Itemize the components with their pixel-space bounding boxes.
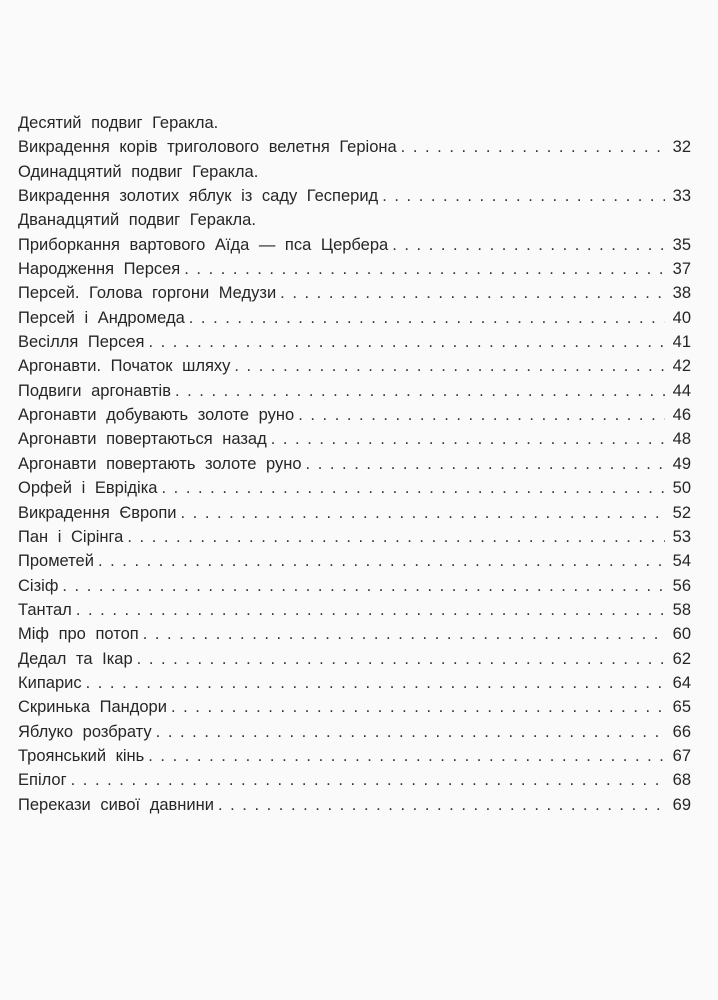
toc-entry-title: Кипарис bbox=[18, 673, 82, 692]
dot-leader bbox=[180, 504, 665, 523]
toc-entry-page-number: 40 bbox=[672, 308, 691, 327]
toc-entry-page-number: 62 bbox=[672, 649, 691, 668]
dot-leader bbox=[71, 771, 665, 790]
dot-leader bbox=[86, 674, 665, 693]
toc-entry bbox=[18, 577, 691, 601]
toc-entry bbox=[18, 382, 691, 406]
toc-entry bbox=[18, 650, 691, 674]
dot-leader bbox=[156, 723, 665, 742]
toc-entry-page-number: 49 bbox=[672, 454, 691, 473]
dot-leader bbox=[271, 430, 665, 449]
toc-entry-page-number: 42 bbox=[672, 357, 691, 376]
dot-leader bbox=[306, 455, 665, 474]
toc-entry bbox=[18, 747, 691, 771]
toc-entry bbox=[18, 479, 691, 503]
toc-entry-page-number: 56 bbox=[672, 576, 691, 595]
toc-entry bbox=[18, 723, 691, 747]
toc-entry-title: Аргонавти добувають золоте руно bbox=[18, 406, 295, 425]
toc-entry-title: Прометей bbox=[18, 552, 94, 571]
toc-entry-title: Аргонавти. Початок шляху bbox=[18, 357, 231, 376]
toc-entry-page-number: 41 bbox=[672, 333, 691, 352]
toc-entry-title: Одинадцятий подвиг Геракла. bbox=[18, 162, 259, 181]
dot-leader bbox=[218, 796, 665, 815]
toc-entry-page-number: 33 bbox=[672, 187, 691, 206]
toc-entry bbox=[18, 625, 691, 649]
toc-entry-page-number: 54 bbox=[672, 552, 691, 571]
toc-entry-page-number: 38 bbox=[672, 284, 691, 303]
toc-entry-title: Десятий подвиг Геракла. bbox=[18, 114, 219, 132]
toc-entry-page-number: 35 bbox=[672, 235, 691, 254]
toc-entry-title: Тантал bbox=[18, 600, 72, 619]
toc-entry-title: Викрадення золотих яблук із саду Гесперид bbox=[18, 187, 379, 206]
dot-leader bbox=[298, 406, 665, 425]
toc-entry bbox=[18, 260, 691, 284]
toc-entry bbox=[18, 138, 691, 162]
dot-leader bbox=[137, 650, 665, 669]
toc-entry-title: Подвиги аргонавтів bbox=[18, 381, 171, 400]
toc-entry-page-number: 44 bbox=[672, 381, 691, 400]
toc-entry-page-number: 66 bbox=[672, 722, 691, 741]
dot-leader bbox=[143, 625, 665, 644]
toc-entry-page-number: 46 bbox=[672, 406, 691, 425]
toc-entry bbox=[18, 187, 691, 211]
toc-entry-page-number: 68 bbox=[672, 771, 691, 790]
toc-entry-title: Приборкання вартового Аїда — пса Цербера bbox=[18, 235, 389, 254]
toc-entry-page-number: 64 bbox=[672, 673, 691, 692]
toc-entry-title: Дедал та Ікар bbox=[18, 649, 133, 668]
toc-entry-page-number: 65 bbox=[672, 698, 691, 717]
toc-entry-title: Яблуко розбрату bbox=[18, 722, 152, 741]
toc-entry-title: Викрадення корів триголового велетня Геріона bbox=[18, 138, 397, 157]
dot-leader bbox=[148, 747, 665, 766]
toc-entry bbox=[18, 309, 691, 333]
toc-entry bbox=[18, 601, 691, 625]
toc-entry-title: Орфей і Еврідіка bbox=[18, 479, 158, 498]
dot-leader bbox=[382, 187, 665, 206]
toc-entry-title: Весілля Персея bbox=[18, 333, 145, 352]
toc-entry bbox=[18, 771, 691, 795]
toc-entry-title: Персей і Андромеда bbox=[18, 308, 185, 327]
toc-entry-page-number: 50 bbox=[672, 479, 691, 498]
toc-entry-title: Перекази сивої давнини bbox=[18, 795, 214, 814]
toc-entry bbox=[18, 114, 691, 138]
toc-entry bbox=[18, 674, 691, 698]
toc-entry bbox=[18, 552, 691, 576]
toc-entry bbox=[18, 528, 691, 552]
toc-entry-title: Аргонавти повертаються назад bbox=[18, 430, 267, 449]
toc-entry bbox=[18, 796, 691, 820]
toc-entry bbox=[18, 236, 691, 260]
toc-entry bbox=[18, 698, 691, 722]
dot-leader bbox=[392, 236, 665, 255]
toc-entry-title: Епілог bbox=[18, 771, 67, 790]
dot-leader bbox=[62, 577, 665, 596]
toc-entry bbox=[18, 211, 691, 235]
toc-entry bbox=[18, 163, 691, 187]
dot-leader bbox=[171, 698, 665, 717]
toc-entry bbox=[18, 284, 691, 308]
dot-leader bbox=[184, 260, 665, 279]
dot-leader bbox=[127, 528, 665, 547]
dot-leader bbox=[234, 357, 665, 376]
toc-entry-page-number: 67 bbox=[672, 746, 691, 765]
toc-entry-title: Пан і Сірінга bbox=[18, 527, 124, 546]
toc-entry-title: Троянський кінь bbox=[18, 746, 145, 765]
table-of-contents bbox=[18, 114, 691, 820]
toc-entry-page-number: 58 bbox=[672, 600, 691, 619]
toc-entry-title: Персей. Голова горгони Медузи bbox=[18, 284, 277, 303]
toc-entry bbox=[18, 406, 691, 430]
toc-entry-title: Сізіф bbox=[18, 576, 59, 595]
toc-entry bbox=[18, 430, 691, 454]
toc-entry-page-number: 52 bbox=[672, 503, 691, 522]
toc-entry bbox=[18, 333, 691, 357]
toc-entry-title: Викрадення Європи bbox=[18, 503, 177, 522]
dot-leader bbox=[280, 284, 665, 303]
dot-leader bbox=[161, 479, 665, 498]
dot-leader bbox=[189, 309, 665, 328]
toc-entry-title: Дванадцятий подвиг Геракла. bbox=[18, 211, 256, 230]
toc-entry-page-number: 48 bbox=[672, 430, 691, 449]
toc-entry-page-number: 60 bbox=[672, 625, 691, 644]
toc-entry-title: Аргонавти повертають золоте руно bbox=[18, 454, 302, 473]
toc-entry-title: Скринька Пандори bbox=[18, 698, 167, 717]
toc-entry-title: Міф про потоп bbox=[18, 625, 139, 644]
toc-entry-page-number: 32 bbox=[672, 138, 691, 157]
toc-entry-title: Народження Персея bbox=[18, 260, 181, 279]
dot-leader bbox=[175, 382, 665, 401]
dot-leader bbox=[76, 601, 665, 620]
dot-leader bbox=[98, 552, 665, 571]
toc-entry bbox=[18, 504, 691, 528]
dot-leader bbox=[148, 333, 665, 352]
toc-entry-page-number: 37 bbox=[672, 260, 691, 279]
toc-entry-page-number: 69 bbox=[672, 795, 691, 814]
toc-entry-page-number: 53 bbox=[672, 527, 691, 546]
toc-entry bbox=[18, 455, 691, 479]
toc-entry bbox=[18, 357, 691, 381]
dot-leader bbox=[401, 138, 665, 157]
